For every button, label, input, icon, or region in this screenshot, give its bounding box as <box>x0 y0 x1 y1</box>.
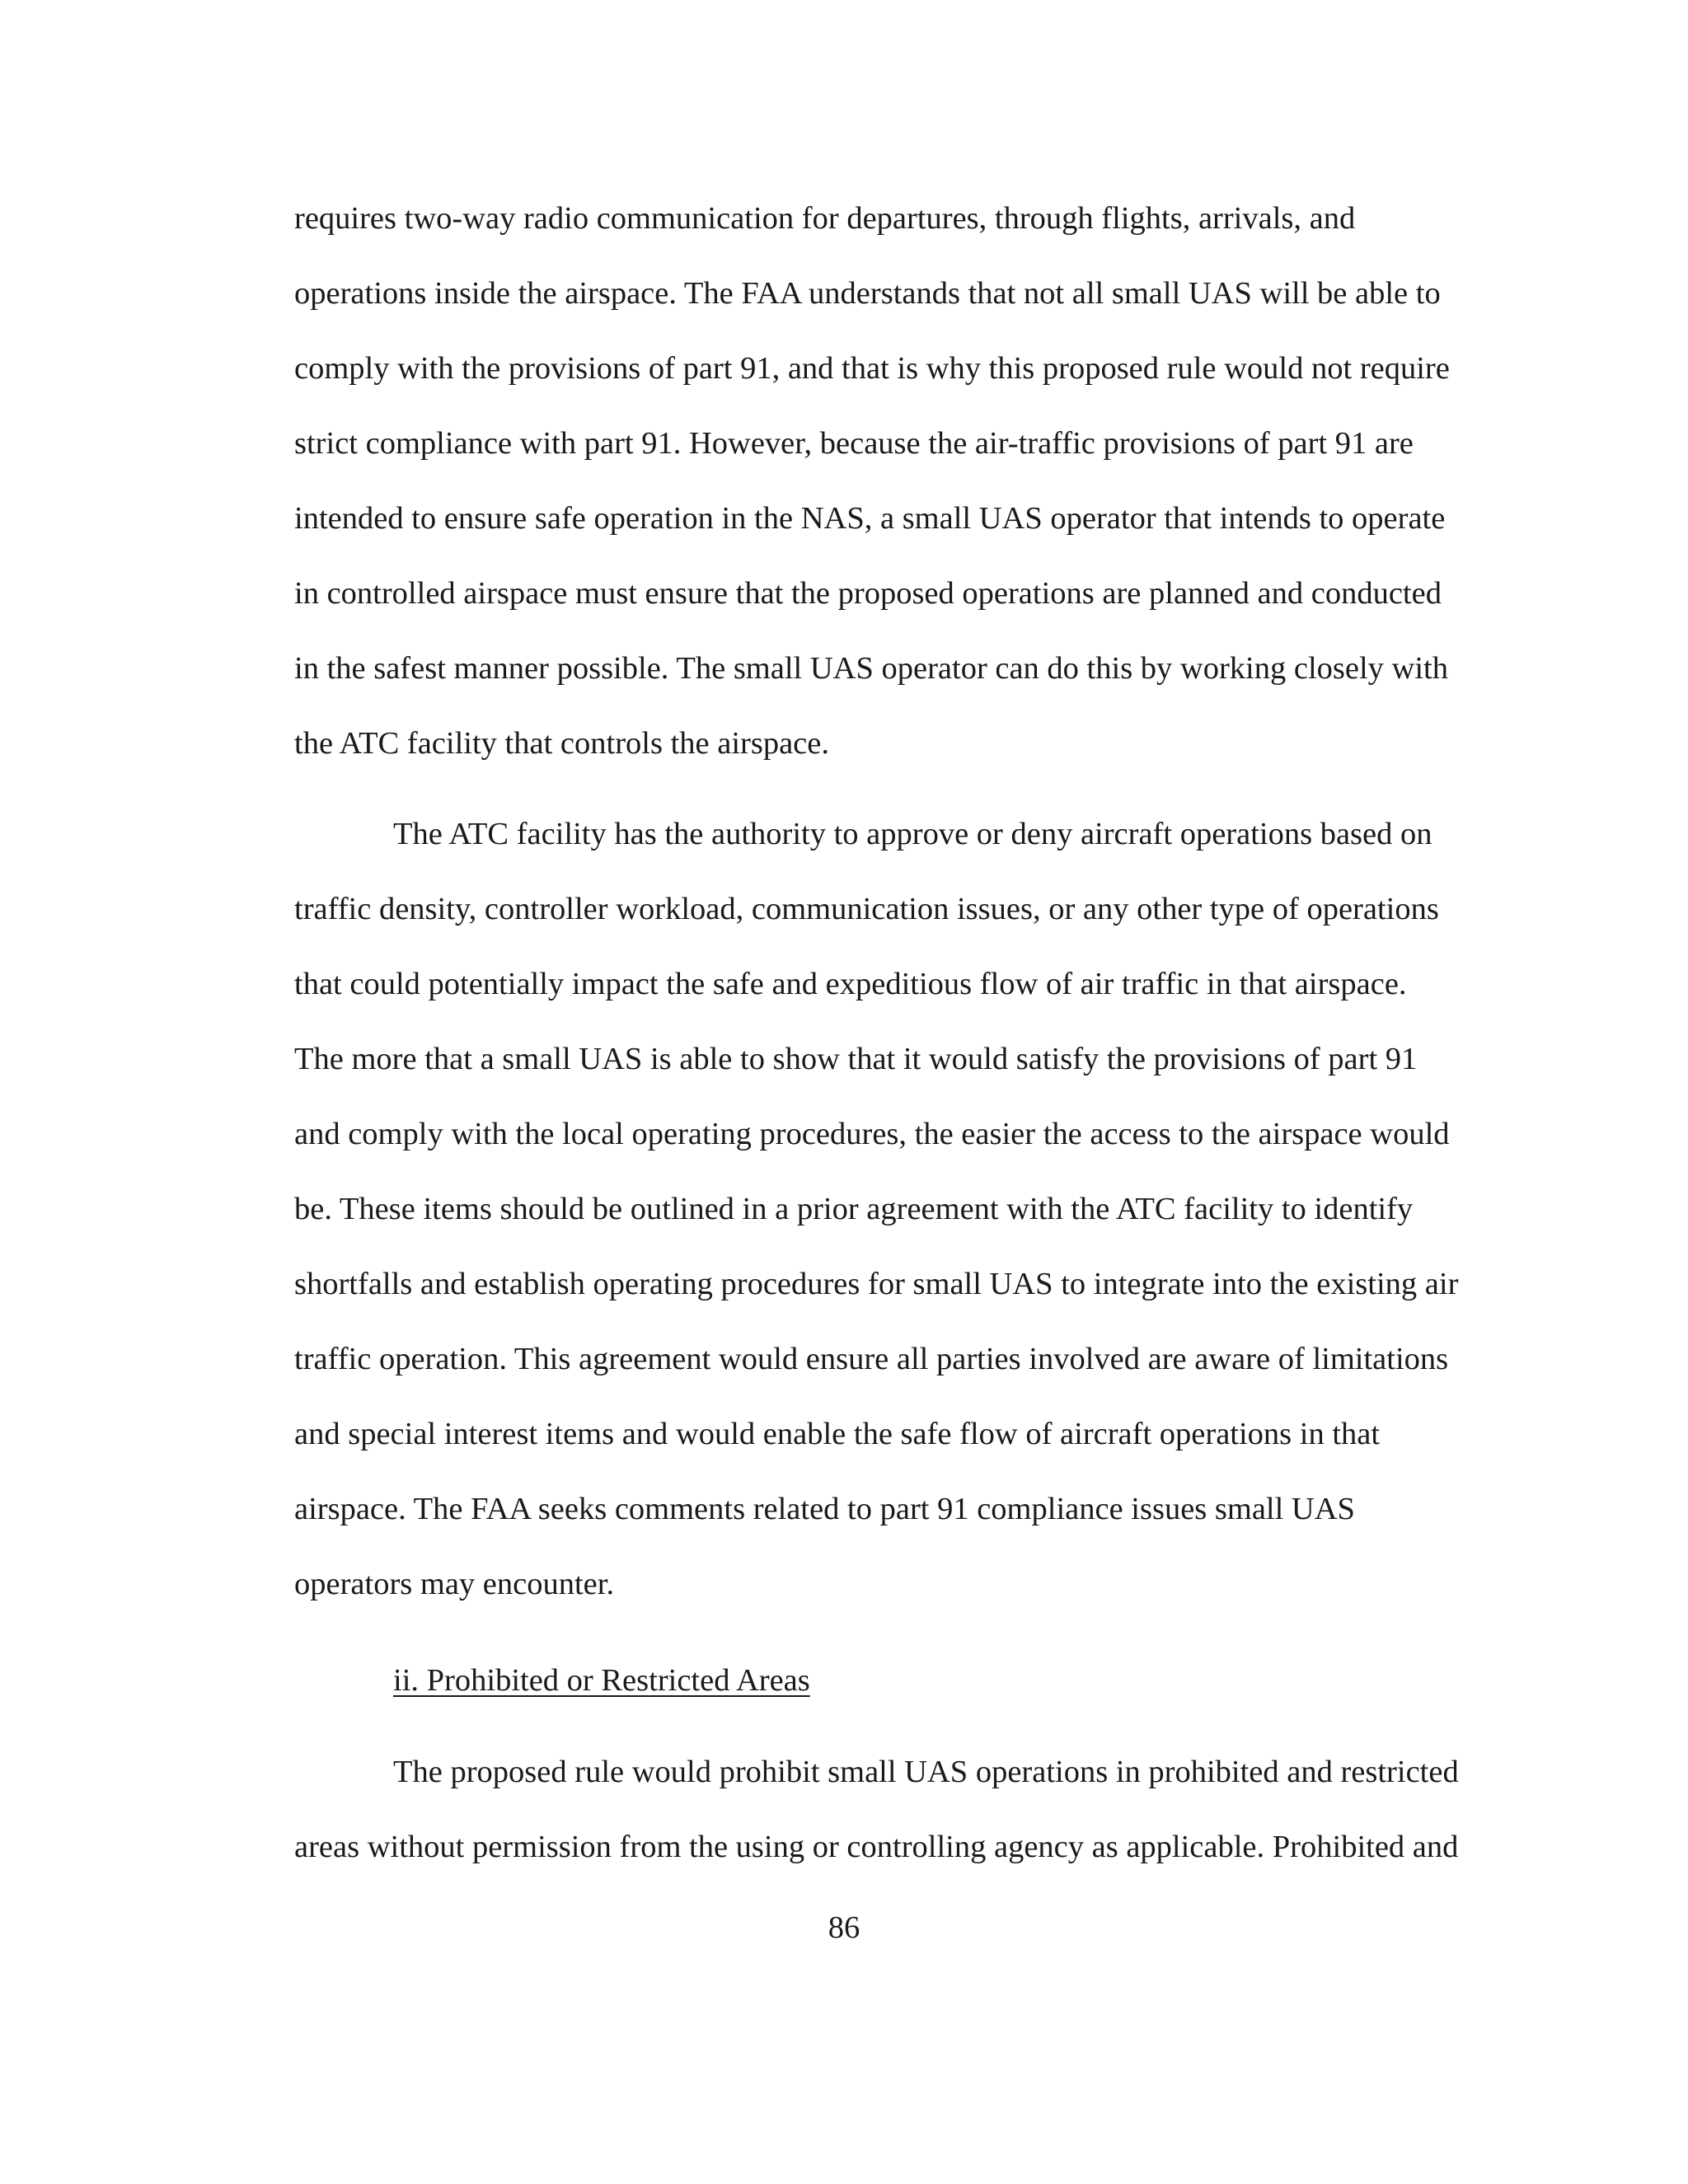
paragraph-line: The more that a small UAS is able to show that it would satisfy the provisions of part 91 <box>294 1042 1418 1076</box>
paragraph-line: be. These items should be outlined in a prior agreement with the ATC facility to identify <box>294 1192 1414 1226</box>
paragraph-line: The proposed rule would prohibit small UAS operations in prohibited and restricted <box>393 1755 1459 1789</box>
paragraph-line: intended to ensure safe operation in the NAS, a small UAS operator that intends to operate <box>294 501 1446 536</box>
paragraph-line: and comply with the local operating procedures, the easier the access to the airspace would <box>294 1117 1450 1151</box>
paragraph-line: requires two-way radio communication for departures, through flights, arrivals, and <box>294 201 1356 236</box>
paragraph-line: areas without permission from the using or controlling agency as applicable. Prohibited and <box>294 1830 1459 1864</box>
paragraph-line: airspace. The FAA seeks comments related to part 91 compliance issues small UAS <box>294 1492 1355 1526</box>
paragraph-line: in controlled airspace must ensure that the proposed operations are planned and conducted <box>294 576 1442 611</box>
paragraph-line: traffic density, controller workload, communication issues, or any other type of operations <box>294 892 1439 926</box>
page-number: 86 <box>828 1910 860 1945</box>
paragraph-line: shortfalls and establish operating procedures for small UAS to integrate into the existing air <box>294 1267 1459 1301</box>
section-heading: ii. Prohibited or Restricted Areas <box>393 1663 810 1698</box>
paragraph-line: The ATC facility has the authority to approve or deny aircraft operations based on <box>393 817 1432 851</box>
paragraph-line: traffic operation. This agreement would ensure all parties involved are aware of limitations <box>294 1342 1449 1376</box>
paragraph-line: comply with the provisions of part 91, and that is why this proposed rule would not require <box>294 351 1450 386</box>
paragraph-line: the ATC facility that controls the airspace. <box>294 726 829 761</box>
paragraph-line: in the safest manner possible. The small UAS operator can do this by working closely with <box>294 651 1449 686</box>
paragraph-line: and special interest items and would enable the safe flow of aircraft operations in that <box>294 1417 1381 1451</box>
paragraph-line: that could potentially impact the safe and expeditious flow of air traffic in that airspace. <box>294 967 1407 1001</box>
paragraph-line: operators may encounter. <box>294 1567 615 1601</box>
paragraph-line: operations inside the airspace. The FAA understands that not all small UAS will be able to <box>294 276 1441 311</box>
paragraph-line: strict compliance with part 91. However, because the air-traffic provisions of part 91 are <box>294 426 1414 461</box>
